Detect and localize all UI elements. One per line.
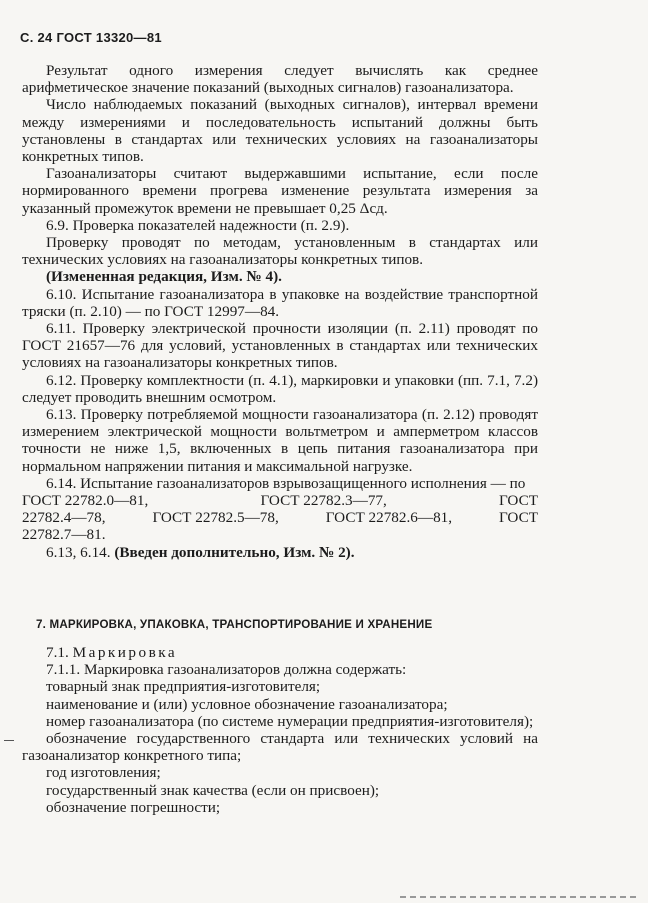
paragraph: 6.14. Испытание газоанализаторов взрывозащищенного исполнения — по	[46, 474, 526, 492]
gost-reference-line	[22, 492, 538, 509]
paragraph: Газоанализаторы считают выдержавшими испытание, если после нормированного времени прогрева изменение результата измерения за указанный промежуток времени не превышает 0,25 Δсд.	[22, 165, 538, 217]
list-item: год изготовления;	[46, 764, 161, 782]
list-item: номер газоанализатора (по системе нумерации предприятия-изготовителя);	[46, 712, 534, 730]
paragraph: 6.10. Испытание газоанализатора в упаковке на воздействие транспортной тряски (п. 2.10) — по ГОСТ 12997—84.	[22, 285, 538, 320]
section-6-body	[22, 62, 538, 561]
amendment-note: (Измененная редакция, Изм. № 4).	[46, 268, 282, 286]
page-header: С. 24 ГОСТ 13320—81	[20, 30, 162, 45]
gost-ref: ГОСТ 22782.5—78,	[152, 509, 279, 527]
subsection-title	[22, 644, 538, 661]
paragraph: Проверку проводят по методам, установленным в стандартах или технических условиях на газоанализаторы конкретных типов.	[22, 234, 538, 269]
list-item: государственный знак качества (если он присвоен);	[46, 781, 380, 799]
scan-edge-artifact	[400, 896, 640, 898]
gost-reference-line: 22782.7—81.	[22, 526, 106, 544]
gost-reference-line	[22, 509, 538, 526]
gost-ref: ГОСТ 22782.0—81,	[22, 492, 149, 510]
list-item: товарный знак предприятия-изготовителя;	[46, 678, 321, 696]
amendment-note-text: (Введен дополнительно, Изм. № 2).	[114, 543, 355, 561]
paragraph: Результат одного измерения следует вычислять как среднее арифметическое значение показаний (выходных сигналов) газоанализатора.	[22, 62, 538, 97]
paragraph: 6.11. Проверку электрической прочности изоляции (п. 2.11) проводят по ГОСТ 21657—76 для условий, установленных в стандартах или технических условиях на газоанализаторы конкретных типов.	[22, 320, 538, 372]
paragraph: 7.1.1. Маркировка газоанализаторов должна содержать:	[46, 661, 407, 679]
section-7-body	[22, 644, 538, 816]
list-item: обозначение государственного стандарта или технических условий на газоанализатор конкретного типа;	[22, 730, 538, 765]
scan-mark	[4, 740, 14, 741]
section-7-heading: 7. МАРКИРОВКА, УПАКОВКА, ТРАНСПОРТИРОВАНИЕ И ХРАНЕНИЕ	[36, 618, 433, 631]
subsection-number: 7.1.	[46, 644, 69, 661]
gost-ref: ГОСТ 22782.3—77,	[260, 492, 387, 510]
list-item: обозначение погрешности;	[46, 798, 221, 816]
paragraph: Число наблюдаемых показаний (выходных сигналов), интервал времени между измерениями и последовательность испытаний должны быть установлены в стандартах или технических условиях на газоанализаторы конкретных типов.	[22, 96, 538, 166]
list-item: наименование и (или) условное обозначение газоанализатора;	[46, 695, 448, 713]
subsection-name: Маркировка	[72, 644, 178, 661]
gost-ref: ГОСТ 22782.6—81,	[325, 509, 453, 527]
clause-numbers: 6.13, 6.14.	[46, 543, 111, 561]
amendment-note	[22, 544, 538, 561]
gost-ref: 22782.4—78,	[22, 509, 106, 527]
gost-ref: ГОСТ	[499, 492, 538, 510]
gost-ref: ГОСТ	[499, 509, 538, 527]
paragraph: 6.13. Проверку потребляемой мощности газоанализатора (п. 2.12) проводят измерением электрической мощности вольтметром и амперметром классов точности не ниже 1,5, включенных в цепь питания газоанализатора при нормальном напряжении питания и максимальной нагрузке.	[22, 406, 538, 475]
paragraph: 6.12. Проверку комплектности (п. 4.1), маркировки и упаковки (пп. 7.1, 7.2) следует проводить внешним осмотром.	[22, 371, 538, 406]
paragraph: 6.9. Проверка показателей надежности (п. 2.9).	[46, 216, 350, 234]
